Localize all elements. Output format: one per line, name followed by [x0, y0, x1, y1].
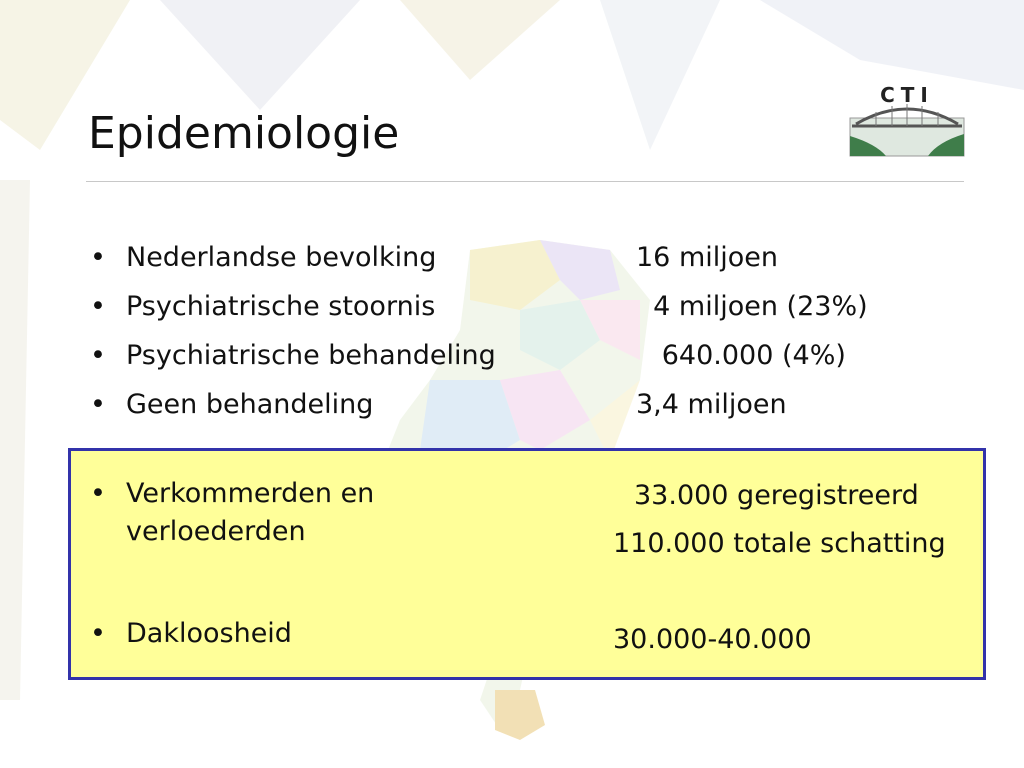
- svg-text:CTI: CTI: [880, 84, 934, 107]
- list-item: • Verkommerden en verloederden: [88, 475, 466, 551]
- page-title: Epidemiologie: [88, 108, 400, 159]
- list-item: • Psychiatrische stoornis: [88, 287, 496, 336]
- stat-value: 30.000-40.000: [613, 624, 812, 655]
- highlight-box: [68, 448, 986, 680]
- stats-value-list: [636, 238, 868, 434]
- stat-value: 4 miljoen (23%): [636, 291, 868, 322]
- bridge-icon: [846, 84, 968, 160]
- list-item: • Dakloosheid: [88, 615, 292, 653]
- stat-value: 640.000 (4%): [636, 340, 846, 371]
- stat-value: 16 miljoen: [636, 242, 778, 273]
- list-item: • Psychiatrische behandeling: [88, 336, 496, 385]
- stat-value: 33.000 geregistreerd: [634, 480, 919, 511]
- stat-value: 3,4 miljoen: [636, 389, 787, 420]
- stat-value: 110.000 totale schatting: [613, 528, 946, 559]
- list-item: • Geen behandeling: [88, 385, 496, 434]
- cti-logo: [846, 84, 968, 160]
- title-divider: [86, 181, 964, 182]
- list-item: • Nederlandse bevolking: [88, 238, 496, 287]
- stats-label-list: [88, 238, 496, 434]
